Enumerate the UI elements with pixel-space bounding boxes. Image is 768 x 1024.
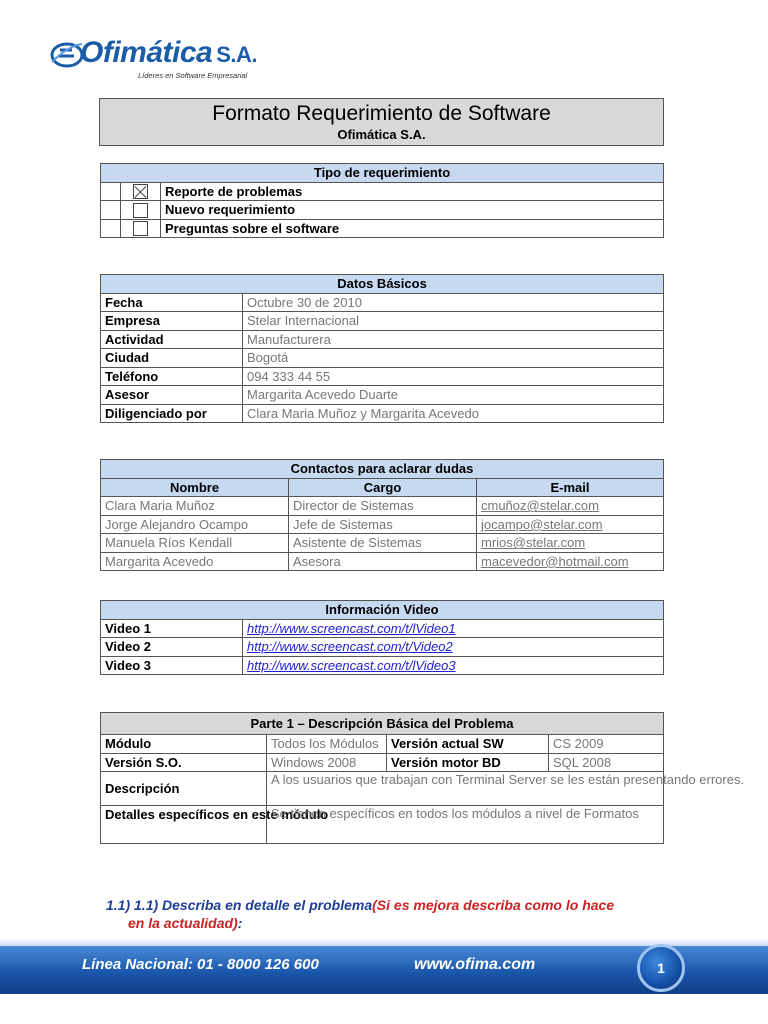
video-link[interactable]: http://www.screencast.com/t/Video2 — [243, 638, 664, 657]
contact-role[interactable]: Asistente de Sistemas — [289, 534, 477, 553]
logo-e-icon — [50, 38, 84, 70]
request-type-label: Reporte de problemas — [161, 182, 664, 201]
column-header-email: E-mail — [477, 478, 664, 497]
question-note: (Si es mejora describa como lo hace — [372, 897, 615, 913]
video-label: Video 3 — [101, 656, 243, 675]
video-link[interactable]: http://www.screencast.com/t/lVideo1 — [243, 619, 664, 638]
details-value[interactable]: Se tienen específicos en todos los módulos a nivel de Formatos — [267, 806, 664, 844]
footer-website: www.ofima.com — [414, 956, 536, 973]
table-row — [101, 534, 664, 553]
logo-wordmark: Ofimática S.A. — [80, 36, 258, 69]
table-row — [101, 497, 664, 516]
document-title-box — [99, 98, 664, 146]
field-label: Fecha — [101, 293, 243, 312]
field-value[interactable]: Windows 2008 — [267, 753, 387, 772]
field-value[interactable]: Bogotá — [243, 349, 664, 368]
contacts-table — [100, 459, 664, 571]
field-label: Módulo — [101, 735, 267, 754]
page-number-badge: 1 — [637, 944, 685, 992]
logo-slogan: Líderes en Software Empresarial — [138, 71, 248, 80]
column-header-cargo: Cargo — [289, 478, 477, 497]
field-label: Detalles específicos en este módulo — [101, 806, 267, 844]
field-value[interactable]: SQL 2008 — [549, 753, 664, 772]
video-table — [100, 600, 664, 675]
checkbox-nuevo[interactable] — [133, 203, 148, 218]
field-label: Diligenciado por — [101, 404, 243, 423]
basic-data-table — [100, 274, 664, 423]
table-row — [101, 552, 664, 571]
video-header: Información Video — [101, 601, 664, 620]
video-label: Video 1 — [101, 619, 243, 638]
field-label: Versión S.O. — [101, 753, 267, 772]
company-logo — [50, 30, 260, 82]
field-label: Actividad — [101, 330, 243, 349]
checkbox-preguntas[interactable] — [133, 221, 148, 236]
request-type-row — [101, 182, 664, 201]
footer-phone: Línea Nacional: 01 - 8000 126 600 — [82, 956, 319, 973]
contact-role[interactable]: Jefe de Sistemas — [289, 515, 477, 534]
checkbox-reporte[interactable] — [133, 184, 148, 199]
contacts-header: Contactos para aclarar dudas — [101, 460, 664, 479]
contact-email-link[interactable]: cmuñoz@stelar.com — [477, 497, 664, 516]
table-row — [101, 515, 664, 534]
question-note-cont: en la actualidad) — [128, 915, 238, 931]
contact-email-link[interactable]: macevedor@hotmail.com — [477, 552, 664, 571]
field-value[interactable]: Octubre 30 de 2010 — [243, 293, 664, 312]
field-label: Asesor — [101, 386, 243, 405]
contact-role[interactable]: Asesora — [289, 552, 477, 571]
field-value[interactable]: Stelar Internacional — [243, 312, 664, 331]
contact-name[interactable]: Margarita Acevedo — [101, 552, 289, 571]
field-value[interactable]: Manufacturera — [243, 330, 664, 349]
column-header-nombre: Nombre — [101, 478, 289, 497]
question-1-1: 1.1) 1.1) Describa en detalle el problema(Si es mejora describa como lo hace en la actualidad): — [106, 897, 615, 931]
request-type-table — [100, 163, 664, 238]
description-value[interactable]: A los usuarios que trabajan con Terminal Server se les están presentando errores. — [267, 772, 664, 806]
question-text: 1.1) Describa en detalle el problema — [134, 897, 373, 913]
field-label: Teléfono — [101, 367, 243, 386]
page-footer — [0, 938, 768, 998]
question-number: 1.1) — [106, 897, 131, 913]
request-type-label: Nuevo requerimiento — [161, 201, 664, 220]
contact-name[interactable]: Jorge Alejandro Ocampo — [101, 515, 289, 534]
contact-name[interactable]: Clara Maria Muñoz — [101, 497, 289, 516]
field-value[interactable]: Todos los Módulos — [267, 735, 387, 754]
contact-role[interactable]: Director de Sistemas — [289, 497, 477, 516]
field-value[interactable]: CS 2009 — [549, 735, 664, 754]
part1-header: Parte 1 – Descripción Básica del Problema — [101, 713, 664, 735]
field-label: Descripción — [101, 772, 267, 806]
request-type-label: Preguntas sobre el software — [161, 219, 664, 238]
contact-name[interactable]: Manuela Ríos Kendall — [101, 534, 289, 553]
field-value[interactable]: 094 333 44 55 — [243, 367, 664, 386]
contact-email-link[interactable]: jocampo@stelar.com — [477, 515, 664, 534]
field-label: Versión motor BD — [387, 753, 549, 772]
document-company: Ofimática S.A. — [337, 127, 426, 142]
video-label: Video 2 — [101, 638, 243, 657]
contact-email-link[interactable]: mrios@stelar.com — [477, 534, 664, 553]
field-label: Versión actual SW — [387, 735, 549, 754]
basic-data-header: Datos Básicos — [101, 275, 664, 294]
field-value[interactable]: Margarita Acevedo Duarte — [243, 386, 664, 405]
video-link[interactable]: http://www.screencast.com/t/lVideo3 — [243, 656, 664, 675]
field-value[interactable]: Clara Maria Muñoz y Margarita Acevedo — [243, 404, 664, 423]
field-label: Empresa — [101, 312, 243, 331]
request-type-row — [101, 219, 664, 238]
document-title: Formato Requerimiento de Software — [212, 102, 551, 125]
field-label: Ciudad — [101, 349, 243, 368]
part1-table — [100, 712, 745, 844]
request-type-row — [101, 201, 664, 220]
request-type-header: Tipo de requerimiento — [101, 164, 664, 183]
